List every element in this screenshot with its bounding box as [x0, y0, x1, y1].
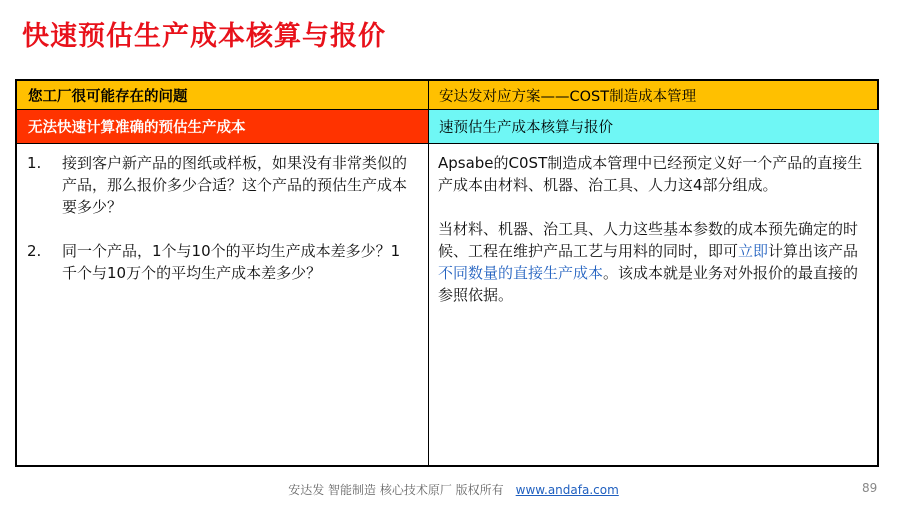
problem-item	[27, 152, 414, 218]
solution-text: 。该成本就是业务对外报价的最直接的参照依据。	[438, 264, 859, 304]
problems-cell	[17, 144, 428, 306]
subheader-problem: 无法快速计算准确的预估生产成本	[17, 110, 428, 143]
solution-paragraph-1: Apsabe的C0ST制造成本管理中已经预定义好一个产品的直接生产成本由材料、机器、治工具、人力这4部分组成。	[438, 154, 863, 194]
footer	[0, 481, 907, 498]
solution-text: 当材料、机器、治工具、人力这些基本参数的成本预先确定的时候、工程在维护产品工艺与用料的同时，即可	[438, 220, 859, 260]
problem-number: 2.	[27, 242, 42, 260]
header-problems: 您工厂很可能存在的问题	[28, 88, 188, 105]
solution-cell	[429, 144, 879, 328]
header-solution: 安达发对应方案——COST制造成本管理	[439, 88, 697, 105]
problem-text: 接到客户新产品的图纸或样板，如果没有非常类似的产品，那么报价多少合适？这个产品的预估生产成本要多少？	[62, 154, 408, 216]
problem-number: 1.	[27, 154, 42, 172]
highlight-immediately: 立即	[738, 242, 769, 260]
problem-item	[27, 240, 414, 284]
table-header-row	[17, 81, 877, 110]
solution-text: 计算出该产品	[768, 242, 859, 260]
slide-title: 快速预估生产成本核算与报价	[22, 21, 386, 52]
comparison-table	[15, 79, 879, 467]
solution-paragraph-2	[438, 218, 865, 306]
footer-text: 安达发 智能制造 核心技术原厂 版权所有	[288, 483, 504, 497]
column-divider	[428, 81, 429, 465]
website-link[interactable]: www.andafa.com	[515, 483, 619, 497]
subheader-solution: 速预估生产成本核算与报价	[429, 110, 879, 143]
problem-text: 同一个产品，1个与10个的平均生产成本差多少？1千个与10万个的平均生产成本差多少？	[62, 242, 401, 282]
table-subheader-row	[17, 110, 877, 144]
page-number: 89	[862, 481, 878, 495]
highlight-quantity-cost: 不同数量的直接生产成本	[438, 264, 604, 282]
